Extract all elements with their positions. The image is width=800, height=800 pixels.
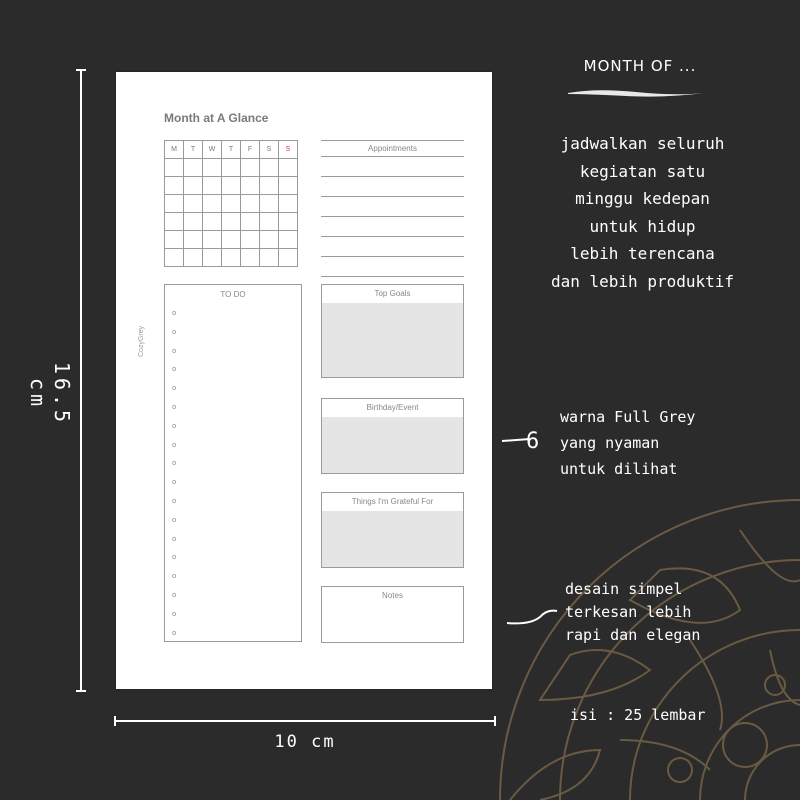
weekday-sun: S xyxy=(279,141,298,159)
width-dimension-line xyxy=(115,720,496,722)
brand-label: CozyGrey xyxy=(138,325,145,357)
height-label: 16.5 cm xyxy=(26,361,74,427)
calendar-day-cell xyxy=(241,213,260,231)
calendar-day-cell xyxy=(165,177,184,195)
height-dimension-line xyxy=(80,70,82,692)
todo-item: o xyxy=(172,609,177,618)
calendar-day-cell xyxy=(260,159,279,177)
feature-colors xyxy=(560,404,760,482)
calendar-week-row xyxy=(165,159,298,177)
calendar-grid xyxy=(164,140,298,267)
todo-item: o xyxy=(172,384,177,393)
appointments-title: Appointments xyxy=(368,144,417,153)
calendar-day-cell xyxy=(241,159,260,177)
appointment-line xyxy=(321,156,464,157)
description-line: kegiatan satu xyxy=(579,161,706,181)
todo-item: o xyxy=(172,459,177,468)
todo-item: o xyxy=(172,346,177,355)
calendar-day-cell xyxy=(279,159,298,177)
calendar-day-cell xyxy=(184,213,203,231)
calendar-day-cell xyxy=(260,195,279,213)
notes-box xyxy=(321,586,464,643)
todo-item: o xyxy=(172,327,177,336)
calendar-day-cell xyxy=(260,213,279,231)
feature-1-line: yang nyaman xyxy=(560,434,660,452)
page-title: Month at A Glance xyxy=(164,111,269,125)
todo-item: o xyxy=(172,590,177,599)
description xyxy=(530,130,755,295)
calendar-day-cell xyxy=(241,231,260,249)
appointment-line xyxy=(321,236,464,237)
top-goals-fill xyxy=(322,303,463,377)
calendar-day-cell xyxy=(165,231,184,249)
grateful-title: Things I'm Grateful For xyxy=(322,493,463,511)
calendar-day-cell xyxy=(203,177,222,195)
curved-arrow-icon xyxy=(500,425,558,455)
calendar-day-cell xyxy=(222,177,241,195)
weekday-sat: S xyxy=(260,141,279,159)
todo-list xyxy=(172,304,301,642)
planner-page xyxy=(116,72,492,689)
calendar-day-cell xyxy=(241,249,260,267)
todo-item: o xyxy=(172,309,177,317)
calendar-day-cell xyxy=(184,159,203,177)
calendar-day-cell xyxy=(184,177,203,195)
appointment-line xyxy=(321,140,464,141)
calendar-day-cell xyxy=(241,195,260,213)
todo-item: o xyxy=(172,553,177,562)
description-line: jadwalkan seluruh xyxy=(560,134,725,153)
todo-title: TO DO xyxy=(220,290,246,299)
calendar-day-cell xyxy=(203,249,222,267)
birthday-event-fill xyxy=(322,417,463,473)
calendar-week-row xyxy=(165,231,298,249)
weekday-thu: T xyxy=(222,141,241,159)
feature-2-line: terkesan lebih xyxy=(565,603,692,621)
calendar-day-cell xyxy=(184,249,203,267)
todo-item: o xyxy=(172,496,177,505)
todo-item: o xyxy=(172,421,177,430)
appointment-line xyxy=(321,216,464,217)
top-goals-title: Top Goals xyxy=(322,285,463,303)
calendar-week-row xyxy=(165,195,298,213)
width-dimension-cap-left xyxy=(114,716,116,726)
feature-1-line: warna Full Grey xyxy=(560,408,696,426)
description-line: lebih terencana xyxy=(570,244,715,263)
top-goals-box xyxy=(321,284,464,378)
todo-item: o xyxy=(172,365,177,374)
calendar-day-cell xyxy=(203,159,222,177)
appointment-line xyxy=(321,196,464,197)
weekday-tue: T xyxy=(184,141,203,159)
birthday-event-title: Birthday/Event xyxy=(322,399,463,417)
calendar-day-cell xyxy=(222,249,241,267)
todo-item: o xyxy=(172,440,177,449)
calendar-day-cell xyxy=(222,213,241,231)
todo-item: o xyxy=(172,572,177,581)
calendar-week-row xyxy=(165,177,298,195)
grateful-box xyxy=(321,492,464,568)
description-line: minggu kedepan xyxy=(575,189,710,208)
calendar-day-cell xyxy=(260,177,279,195)
calendar-day-cell xyxy=(279,213,298,231)
weekday-mon: M xyxy=(165,141,184,159)
appointment-line xyxy=(321,176,464,177)
calendar-day-cell xyxy=(222,231,241,249)
notes-title: Notes xyxy=(322,587,463,605)
width-label: 10 cm xyxy=(274,732,336,752)
headline: MONTH OF ... xyxy=(583,57,697,75)
todo-item: o xyxy=(172,402,177,411)
height-dimension-cap-bottom xyxy=(76,690,86,692)
calendar-day-cell xyxy=(184,195,203,213)
feature-2-line: rapi dan elegan xyxy=(565,626,701,644)
calendar-day-cell xyxy=(203,231,222,249)
calendar-day-cell xyxy=(203,195,222,213)
curved-arrow-icon xyxy=(505,605,560,630)
contents-count: isi : 25 lembar xyxy=(570,706,706,724)
todo-item: o xyxy=(172,628,177,637)
calendar-week-row xyxy=(165,213,298,231)
grateful-fill xyxy=(322,511,463,567)
calendar-day-cell xyxy=(203,213,222,231)
calendar-day-cell xyxy=(222,195,241,213)
calendar-day-cell xyxy=(184,231,203,249)
birthday-event-box xyxy=(321,398,464,474)
calendar-day-cell xyxy=(222,159,241,177)
calendar-day-cell xyxy=(279,177,298,195)
feature-1-line: untuk dilihat xyxy=(560,460,678,478)
weekday-wed: W xyxy=(203,141,222,159)
calendar-day-cell xyxy=(165,195,184,213)
todo-item: o xyxy=(172,478,177,487)
calendar-day-cell xyxy=(165,213,184,231)
calendar-day-cell xyxy=(241,177,260,195)
width-dimension-cap-right xyxy=(494,716,496,726)
weekday-fri: F xyxy=(241,141,260,159)
calendar-day-cell xyxy=(279,231,298,249)
description-line: untuk hidup xyxy=(589,216,696,236)
feature-2-line: desain simpel xyxy=(565,580,683,598)
brush-stroke-icon xyxy=(566,87,706,99)
calendar-week-row xyxy=(165,249,298,267)
calendar-day-cell xyxy=(260,249,279,267)
calendar-day-cell xyxy=(165,249,184,267)
feature-1-number: 6 xyxy=(526,429,540,454)
todo-item: o xyxy=(172,534,177,543)
description-line: dan lebih produktif xyxy=(550,271,735,291)
calendar-day-cell xyxy=(279,249,298,267)
appointments-section xyxy=(321,140,464,276)
height-dimension-cap-top xyxy=(76,69,86,71)
calendar-day-cell xyxy=(260,231,279,249)
todo-section xyxy=(164,284,302,642)
appointment-line xyxy=(321,276,464,277)
feature-design xyxy=(565,578,755,647)
calendar-header-row xyxy=(165,141,298,159)
calendar-day-cell xyxy=(279,195,298,213)
appointment-line xyxy=(321,256,464,257)
todo-item: o xyxy=(172,515,177,524)
calendar-day-cell xyxy=(165,159,184,177)
